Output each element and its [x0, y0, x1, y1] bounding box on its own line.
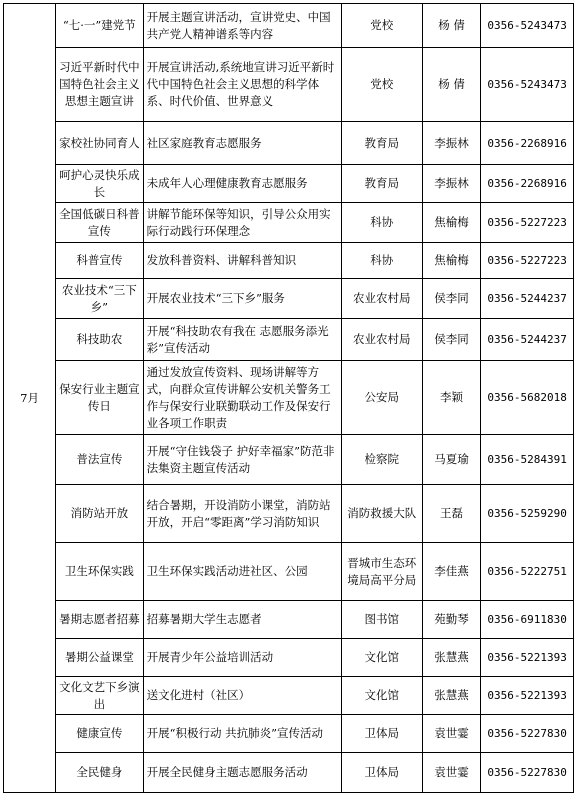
organizer-unit: 文化馆 — [341, 677, 422, 715]
activity-name: 科普宣传 — [56, 243, 144, 279]
contact-phone: 0356-5227223 — [481, 203, 574, 243]
table-row — [4, 639, 574, 677]
contact-phone: 0356-5227830 — [481, 753, 574, 793]
activity-name: 暑期公益课堂 — [56, 639, 144, 677]
organizer-unit: 卫体局 — [341, 753, 422, 793]
organizer-unit: 公安局 — [341, 361, 422, 435]
contact-person: 袁世霎 — [422, 753, 480, 793]
organizer-unit: 科协 — [341, 243, 422, 279]
table-row — [4, 435, 574, 485]
activity-description: 开展农业技术“三下乡”服务 — [143, 279, 341, 319]
activity-name: 卫生环保实践 — [56, 543, 144, 601]
activity-description: 开展全民健身主题志愿服务活动 — [143, 753, 341, 793]
contact-person: 李振林 — [422, 165, 480, 203]
activity-description: 开展青少年公益培训活动 — [143, 639, 341, 677]
organizer-unit: 教育局 — [341, 122, 422, 165]
activity-name: 普法宣传 — [56, 435, 144, 485]
contact-phone: 0356-2268916 — [481, 122, 574, 165]
activity-name: 呵护心灵快乐成长 — [56, 165, 144, 203]
activity-description: 未成年人心理健康教育志愿服务 — [143, 165, 341, 203]
organizer-unit: 党校 — [341, 4, 422, 48]
activity-description: 招募暑期大学生志愿者 — [143, 601, 341, 639]
contact-person: 焦榆梅 — [422, 243, 480, 279]
activity-name: 健康宣传 — [56, 715, 144, 753]
contact-person: 李佳燕 — [422, 543, 480, 601]
activity-table — [3, 3, 574, 793]
activity-description: 结合暑期，开设消防小课堂，消防站开放，开启“零距离”学习消防知识 — [143, 485, 341, 543]
contact-phone: 0356-5243473 — [481, 4, 574, 48]
table-row — [4, 485, 574, 543]
activity-name: 保安行业主题宣传日 — [56, 361, 144, 435]
contact-person: 张慧燕 — [422, 639, 480, 677]
table-row — [4, 4, 574, 48]
contact-person: 苑勤琴 — [422, 601, 480, 639]
organizer-unit: 农业农村局 — [341, 279, 422, 319]
organizer-unit: 党校 — [341, 48, 422, 122]
activity-description: 开展主题宣讲活动，宣讲党史、中国共产党人精神谱系等内容 — [143, 4, 341, 48]
activity-description: 发放科普资料、讲解科普知识 — [143, 243, 341, 279]
table-row — [4, 48, 574, 122]
contact-person: 侯李同 — [422, 279, 480, 319]
table-row — [4, 243, 574, 279]
table-row — [4, 715, 574, 753]
table-row — [4, 677, 574, 715]
contact-person: 李振林 — [422, 122, 480, 165]
month-cell: 7月 — [4, 4, 56, 793]
activity-name: 消防站开放 — [56, 485, 144, 543]
contact-person: 杨 倩 — [422, 4, 480, 48]
contact-person: 张慧燕 — [422, 677, 480, 715]
activity-description: 开展“积极行动 共抗肺炎”宣传活动 — [143, 715, 341, 753]
activity-name: 文化文艺下乡演出 — [56, 677, 144, 715]
contact-person: 侯李同 — [422, 319, 480, 361]
organizer-unit: 文化馆 — [341, 639, 422, 677]
activity-description: 送文化进村（社区） — [143, 677, 341, 715]
activity-name: 科技助农 — [56, 319, 144, 361]
organizer-unit: 图书馆 — [341, 601, 422, 639]
activity-name: 习近平新时代中国特色社会主义思想主题宣讲 — [56, 48, 144, 122]
contact-person: 李颖 — [422, 361, 480, 435]
contact-person: 杨 倩 — [422, 48, 480, 122]
contact-phone: 0356-5259290 — [481, 485, 574, 543]
activity-name: 暑期志愿者招募 — [56, 601, 144, 639]
organizer-unit: 检察院 — [341, 435, 422, 485]
contact-phone: 0356-5227223 — [481, 243, 574, 279]
activity-description: 开展“科技助农有我在 志愿服务添光彩”宣传活动 — [143, 319, 341, 361]
contact-phone: 0356-5227830 — [481, 715, 574, 753]
activity-name: 全民健身 — [56, 753, 144, 793]
activity-name: 全国低碳日科普宣传 — [56, 203, 144, 243]
activity-name: 家校社协同育人 — [56, 122, 144, 165]
table-row — [4, 203, 574, 243]
table-row — [4, 279, 574, 319]
activity-name: “七·一”建党节 — [56, 4, 144, 48]
contact-phone: 0356-6911830 — [481, 601, 574, 639]
contact-phone: 0356-5243473 — [481, 48, 574, 122]
organizer-unit: 消防救援大队 — [341, 485, 422, 543]
organizer-unit: 晋城市生态环境局高平分局 — [341, 543, 422, 601]
contact-phone: 0356-5221393 — [481, 677, 574, 715]
table-row — [4, 543, 574, 601]
table-row — [4, 319, 574, 361]
organizer-unit: 卫体局 — [341, 715, 422, 753]
table-row — [4, 601, 574, 639]
table-row — [4, 122, 574, 165]
table-row — [4, 165, 574, 203]
contact-phone: 0356-5244237 — [481, 319, 574, 361]
activity-name: 农业技术“三下乡” — [56, 279, 144, 319]
activity-description: 开展宣讲活动,系统地宣讲习近平新时代中国特色社会主义思想的科学体系、时代价值、世界意义 — [143, 48, 341, 122]
contact-phone: 0356-5222751 — [481, 543, 574, 601]
activity-description: 卫生环保实践活动进社区、公园 — [143, 543, 341, 601]
contact-phone: 0356-5244237 — [481, 279, 574, 319]
organizer-unit: 农业农村局 — [341, 319, 422, 361]
activity-description: 通过发放宣传资料、现场讲解等方式，向群众宣传讲解公安机关警务工作与保安行业联勤联动工作及保安行业各项工作职责 — [143, 361, 341, 435]
table-row — [4, 361, 574, 435]
organizer-unit: 科协 — [341, 203, 422, 243]
contact-phone: 0356-2268916 — [481, 165, 574, 203]
contact-person: 王磊 — [422, 485, 480, 543]
activity-description: 开展“守住钱袋子 护好幸福家”防范非法集资主题宣传活动 — [143, 435, 341, 485]
contact-person: 马夏瑜 — [422, 435, 480, 485]
activity-description: 社区家庭教育志愿服务 — [143, 122, 341, 165]
contact-phone: 0356-5682018 — [481, 361, 574, 435]
activity-description: 讲解节能环保等知识，引导公众用实际行动践行环保理念 — [143, 203, 341, 243]
contact-phone: 0356-5284391 — [481, 435, 574, 485]
contact-person: 袁世霎 — [422, 715, 480, 753]
contact-phone: 0356-5221393 — [481, 639, 574, 677]
contact-person: 焦榆梅 — [422, 203, 480, 243]
organizer-unit: 教育局 — [341, 165, 422, 203]
table-row — [4, 753, 574, 793]
